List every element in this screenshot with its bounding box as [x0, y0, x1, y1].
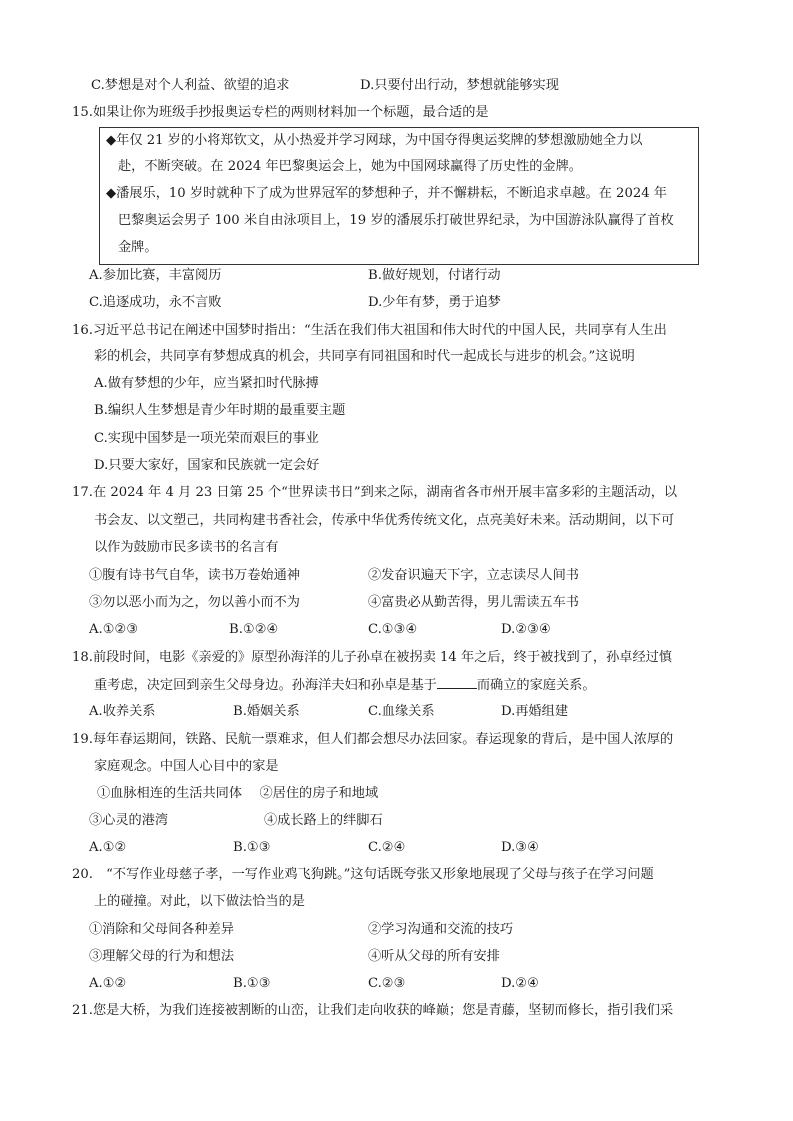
q15-material-line: 赴，不断突破。在 2024 年巴黎奥运会上，她为中国网球赢得了历史性的金牌。: [118, 159, 582, 174]
q16-option-c: C.实现中国梦是一项光荣而艰巨的事业: [94, 431, 319, 446]
q15-material-line: 巴黎奥运会男子 100 米自由泳项目上，19 岁的潘展乐打破世界纪录，为中国游泳队赢得了首枚: [118, 213, 674, 228]
q20-option-c: C.②③: [368, 976, 406, 991]
q14-option-d: D.只要付出行动，梦想就能够实现: [360, 78, 559, 93]
q16-option-a: A.做有梦想的少年，应当紧扣时代脉搏: [94, 376, 319, 391]
q15-option-d: D.少年有梦，勇于追梦: [368, 295, 501, 310]
q20-item-1: ①消除和父母间各种差异: [89, 922, 235, 937]
q15-option-c: C.追逐成功，永不言败: [89, 295, 222, 310]
q16-stem-line: 16.习近平总书记在阐述中国梦时指出：“生活在我们伟大祖国和伟大时代的中国人民，共同享有人生出: [72, 323, 667, 338]
q17-item-1: ①腹有诗书气自华，读书万卷始通神: [89, 568, 300, 583]
q19-option-a: A.①②: [89, 840, 127, 855]
q17-stem-line: 17.在 2024 年 4 月 23 日第 25 个“世界读书日”到来之际，湖南省各市州开展丰富多彩的主题活动，以: [72, 485, 678, 500]
q16-stem-line: 彩的机会，共同享有梦想成真的机会，共同享有同祖国和时代一起成长与进步的机会。”这说明: [94, 349, 635, 364]
q17-option-a: A.①②③: [89, 622, 139, 637]
q17-item-4: ④富贵必从勤苦得，男儿需读五车书: [368, 595, 579, 610]
q17-option-d: D.②③④: [501, 622, 551, 637]
q20-item-3: ③理解父母的行为和想法: [89, 949, 235, 964]
q16-option-b: B.编织人生梦想是青少年时期的最重要主题: [94, 403, 346, 418]
q15-material-line: 金牌。: [118, 240, 158, 255]
q20-option-a: A.①②: [89, 976, 127, 991]
q18-stem-part: 而确立的家庭关系。: [476, 678, 596, 693]
q19-stem-line: 19.每年春运期间，铁路、民航一票难求，但人们都会想尽办法回家。春运现象的背后，是中国人浓厚的: [72, 732, 674, 747]
q15-material-line: ◆年仅 21 岁的小将郑钦文，从小热爱并学习网球，为中国夺得奥运奖牌的梦想激励她全力以: [106, 133, 643, 148]
q18-option-d: D.再婚组建: [501, 704, 569, 719]
q18-option-a: A.收养关系: [89, 704, 156, 719]
q17-item-2: ②发奋识遍天下字，立志读尽人间书: [368, 568, 579, 583]
q20-option-d: D.②④: [501, 976, 539, 991]
q15-stem: 15.如果让你为班级手抄报奥运专栏的两则材料加一个标题，最合适的是: [72, 105, 489, 120]
q19-items-1-2: ①血脉相连的生活共同体 ②居住的房子和地域: [97, 786, 379, 801]
q18-option-b: B.婚姻关系: [233, 704, 300, 719]
q17-option-b: B.①②④: [229, 622, 279, 637]
fill-in-blank: [437, 676, 477, 689]
q18-option-c: C.血缘关系: [368, 704, 435, 719]
q19-option-c: C.②④: [368, 840, 406, 855]
q20-option-b: B.①③: [233, 976, 271, 991]
q15-option-b: B.做好规划，付诸行动: [368, 268, 501, 283]
q17-stem-line: 书会友、以文塑己，共同构建书香社会，传承中华优秀传统文化，点亮美好未来。活动期间，以下可: [94, 513, 675, 528]
q18-stem-part: 重考虑，决定回到亲生父母身边。孙海洋夫妇和孙卓是基于: [94, 678, 437, 693]
q20-stem-line: 上的碰撞。对此，以下做法恰当的是: [94, 894, 305, 909]
q17-item-3: ③勿以恶小而为之，勿以善小而不为: [89, 595, 300, 610]
q14-option-c: C.梦想是对个人利益、欲望的追求: [91, 78, 290, 93]
q19-stem-line: 家庭观念。中国人心目中的家是: [94, 759, 279, 774]
q20-item-4: ④听从父母的所有安排: [368, 949, 500, 964]
q21-stem-line: 21.您是大桥，为我们连接被割断的山峦，让我们走向收获的峰巅；您是青藤，坚韧而修长，指引我们采: [72, 1003, 674, 1018]
q18-stem-line: 18.前段时间，电影《亲爱的》原型孙海洋的儿子孙卓在被拐卖 14 年之后，终于被找到了，孙卓经过慎: [72, 650, 673, 665]
q19-item-4: ④成长路上的绊脚石: [264, 813, 383, 828]
q15-option-a: A.参加比赛，丰富阅历: [89, 268, 222, 283]
q20-stem-line: 20. “不写作业母慈子孝，一写作业鸡飞狗跳。”这句话既夸张又形象地展现了父母与孩子在学习问题: [72, 867, 654, 882]
q20-item-2: ②学习沟通和交流的技巧: [368, 922, 514, 937]
q19-item-3: ③心灵的港湾: [89, 813, 169, 828]
q19-option-d: D.③④: [501, 840, 539, 855]
q19-option-b: B.①③: [233, 840, 271, 855]
q17-stem-line: 以作为鼓励市民多读书的名言有: [94, 540, 279, 555]
q17-option-c: C.①③④: [368, 622, 418, 637]
q18-stem-line-2: [94, 676, 596, 695]
q16-option-d: D.只要大家好，国家和民族就一定会好: [94, 458, 320, 473]
q15-material-line: ◆潘展乐，10 岁时就种下了成为世界冠军的梦想种子，并不懈耕耘，不断追求卓越。在 2024 年: [106, 186, 667, 201]
